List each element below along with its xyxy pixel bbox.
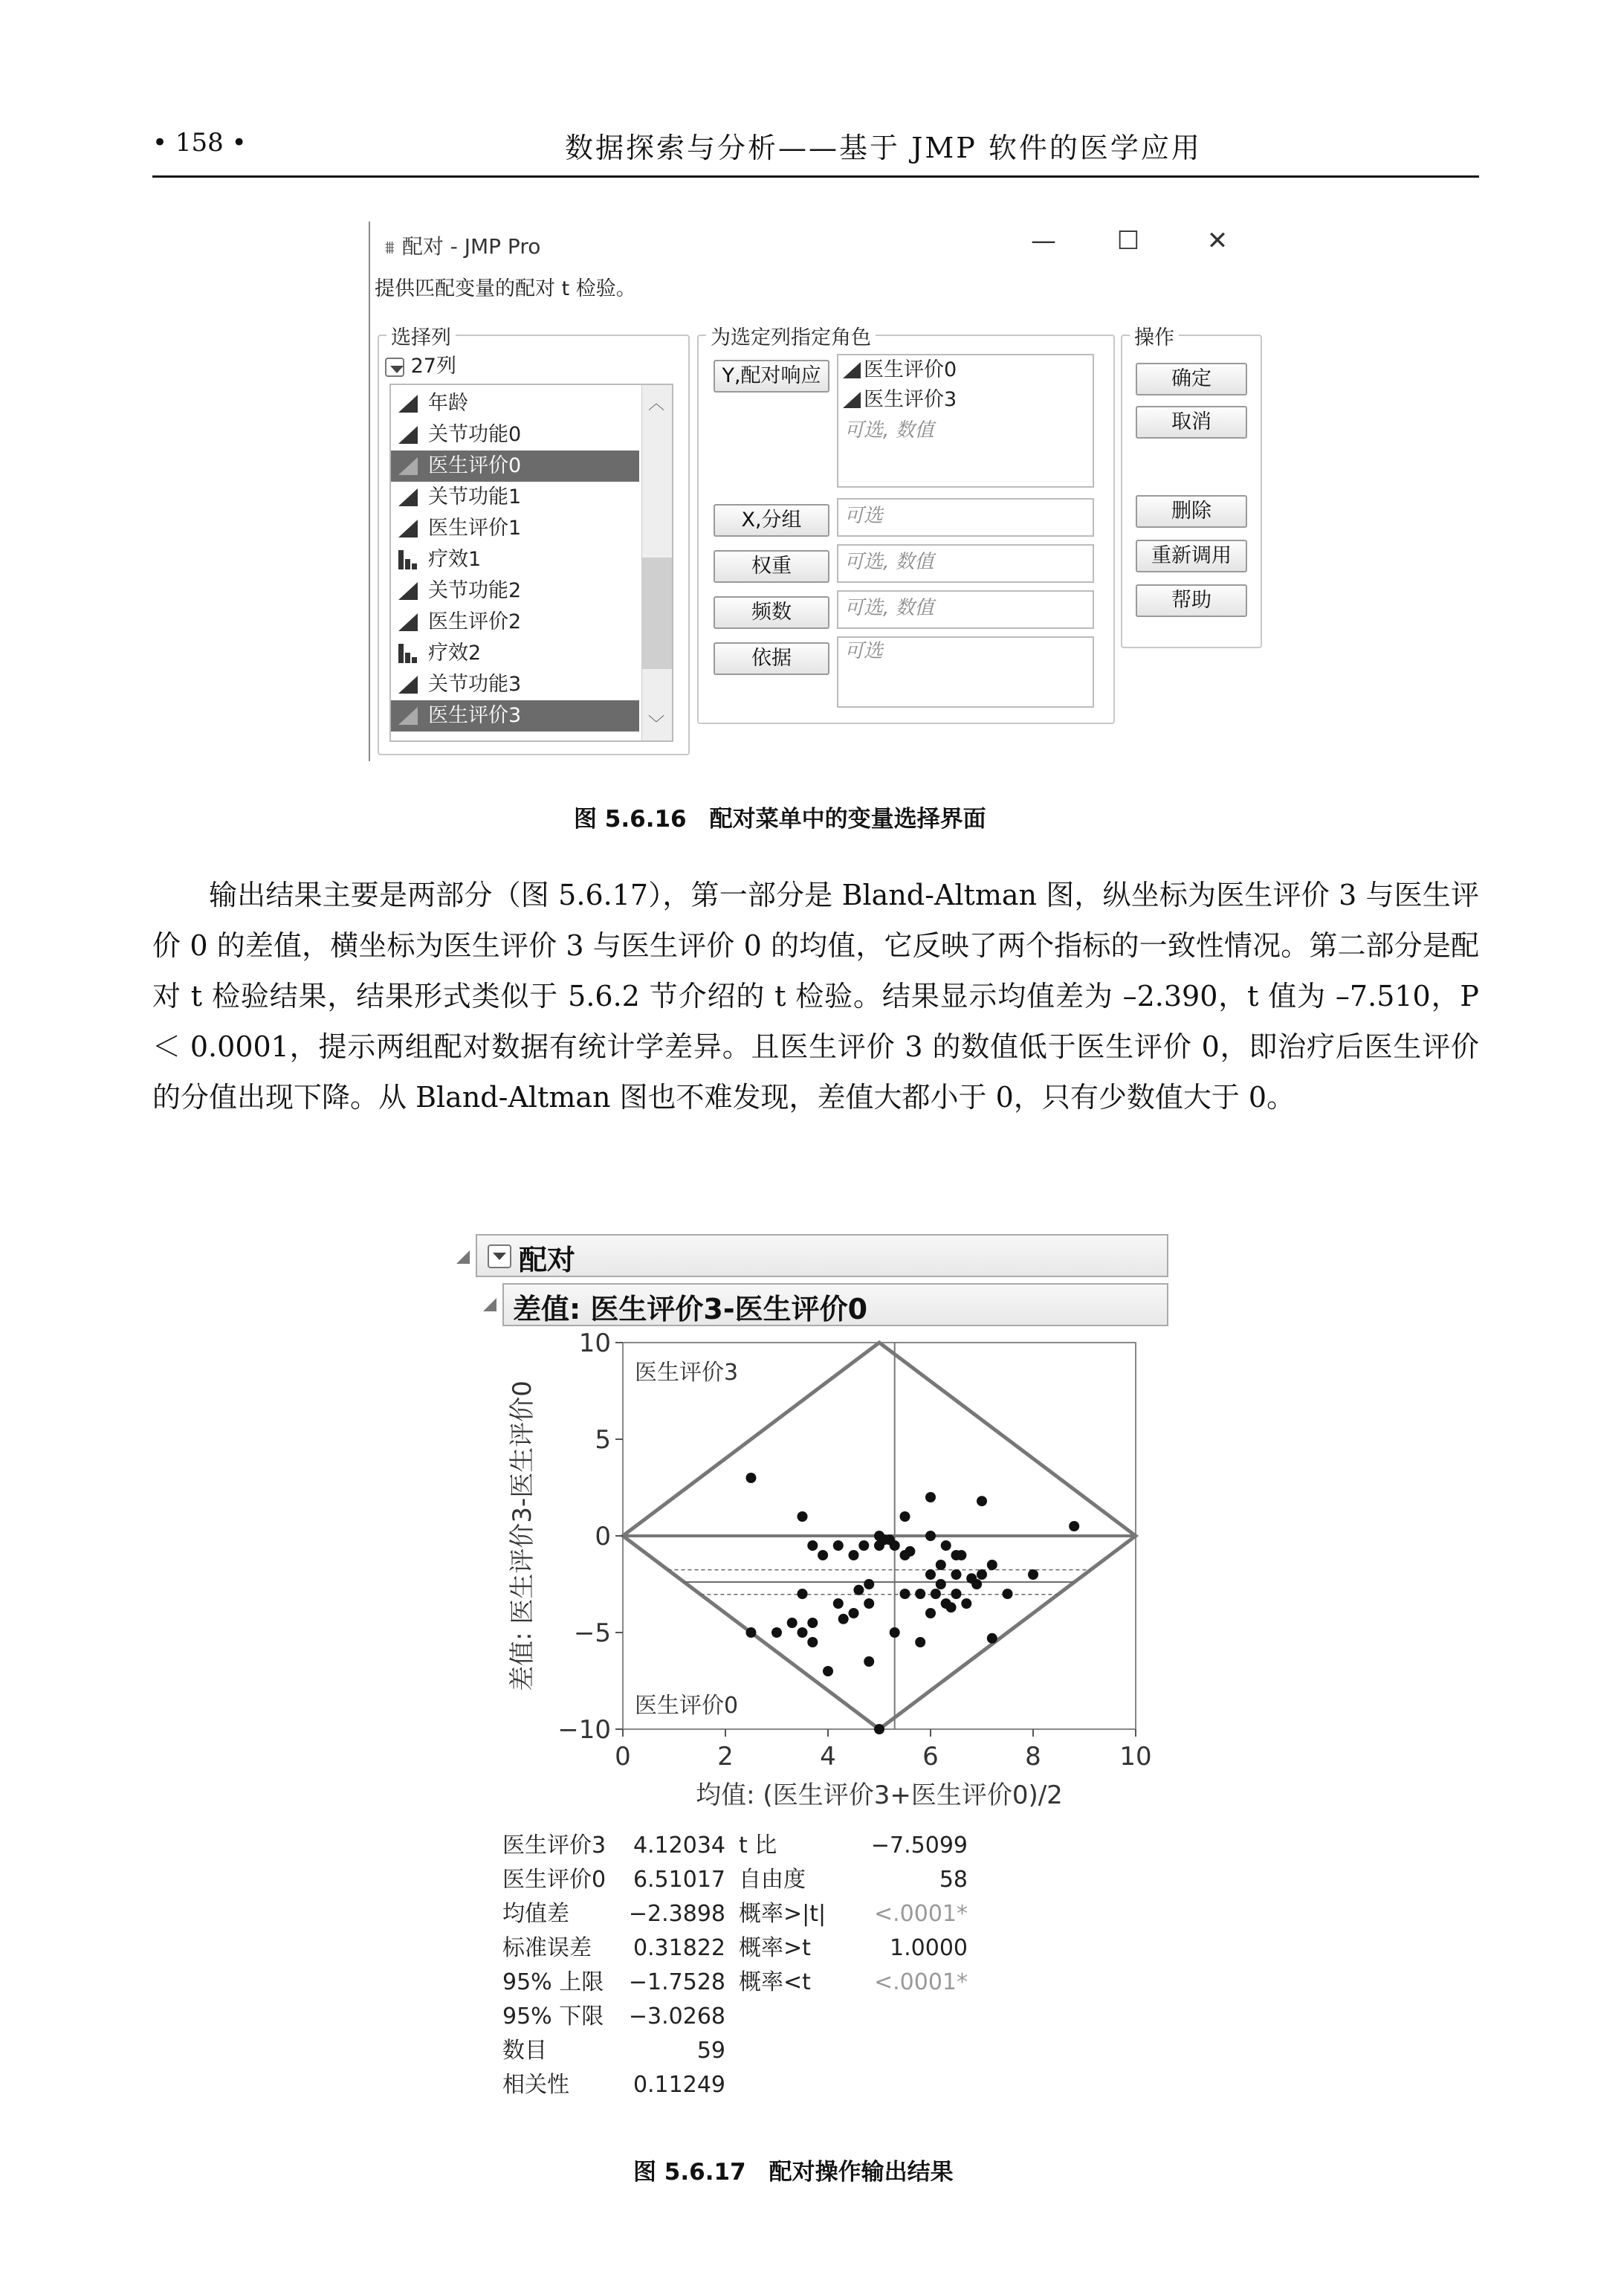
stat-label: 概率>|t| (739, 1901, 826, 1927)
data-point (936, 1560, 946, 1570)
data-point (833, 1598, 844, 1609)
column-list-item[interactable] (391, 388, 639, 419)
x-role-box[interactable] (837, 498, 1094, 537)
body-paragraph (152, 870, 1479, 1123)
red-triangle-menu-icon[interactable] (488, 1244, 511, 1268)
stat-row (502, 1863, 725, 1897)
minimize-button[interactable]: — (1031, 226, 1056, 256)
stat-row (739, 1931, 968, 1966)
stat-value: −7.5099 (870, 1832, 968, 1859)
stat-row (739, 1829, 968, 1863)
continuous-icon (398, 707, 418, 725)
actions-label: 操作 (1130, 321, 1179, 350)
column-label: 医生评价1 (428, 517, 522, 540)
column-list-item[interactable] (391, 544, 639, 575)
y-tick-label: −5 (573, 1618, 611, 1648)
column-list-item[interactable] (391, 669, 639, 700)
stat-label: 数目 (502, 2038, 547, 2064)
chevron-down-icon[interactable] (385, 358, 404, 377)
data-point (798, 1589, 808, 1599)
stat-label: 自由度 (739, 1867, 806, 1893)
column-label: 关节功能1 (428, 485, 522, 508)
data-point (807, 1618, 818, 1628)
ok-button[interactable]: 确定 (1136, 363, 1247, 395)
continuous-icon (843, 392, 861, 408)
role-item[interactable] (838, 355, 1093, 385)
column-label: 医生评价2 (428, 610, 522, 633)
stat-row (502, 1966, 725, 2000)
stat-row (502, 1897, 725, 1931)
stat-value: 59 (696, 2038, 725, 2064)
data-point (818, 1550, 828, 1560)
data-point (946, 1602, 957, 1612)
cast-roles-group (697, 326, 1115, 724)
disclosure-icon[interactable] (456, 1250, 470, 1264)
data-point (798, 1511, 808, 1522)
data-point (874, 1724, 884, 1734)
help-button[interactable]: 帮助 (1136, 584, 1247, 617)
stat-value: 58 (939, 1867, 968, 1893)
remove-button[interactable]: 删除 (1136, 495, 1247, 528)
data-point (823, 1666, 833, 1676)
column-list-item[interactable] (391, 607, 639, 638)
data-point (900, 1589, 910, 1599)
stat-label: 医生评价3 (502, 1832, 606, 1859)
corner-label-top: 医生评价3 (635, 1360, 739, 1386)
data-point (746, 1473, 757, 1483)
stat-value: 4.12034 (633, 1832, 725, 1859)
column-label: 年龄 (428, 392, 468, 415)
stat-label: 概率<t (739, 1969, 811, 1995)
data-point (864, 1579, 874, 1589)
role-item[interactable] (838, 385, 1093, 415)
x-tick-label: 4 (820, 1742, 836, 1772)
data-point (951, 1569, 962, 1580)
stat-label: 均值差 (502, 1901, 569, 1927)
column-label: 关节功能2 (428, 579, 522, 602)
data-point (890, 1627, 900, 1638)
data-point (925, 1531, 936, 1541)
continuous-icon (398, 395, 418, 413)
maximize-button[interactable]: ☐ (1116, 226, 1140, 256)
y-tick-label: 10 (578, 1328, 611, 1358)
disclosure-icon[interactable] (483, 1298, 496, 1311)
role-hint: 可选 (844, 640, 884, 662)
stat-label: 95% 下限 (502, 2003, 604, 2029)
continuous-icon (843, 362, 861, 378)
column-list-item[interactable] (391, 638, 639, 669)
data-point (956, 1550, 966, 1560)
by-role-box[interactable] (837, 636, 1094, 708)
paired-icon: ⩩ (385, 237, 395, 258)
x-tick-label: 0 (615, 1742, 631, 1772)
data-point (807, 1637, 818, 1647)
data-point (1028, 1569, 1038, 1580)
stat-label: 95% 上限 (502, 1969, 604, 1995)
paired-dialog (369, 222, 1266, 761)
data-point (931, 1589, 941, 1599)
stat-row (739, 1897, 968, 1931)
column-count[interactable] (385, 349, 456, 378)
role-hint: 可选, 数值 (844, 419, 934, 442)
cast-roles-label: 为选定列指定角色 (706, 321, 876, 350)
column-count-label: 27列 (410, 355, 456, 378)
weight-role-box[interactable] (837, 544, 1094, 583)
scrollbar[interactable] (641, 385, 672, 740)
y-role-box[interactable] (837, 354, 1094, 488)
data-point (915, 1589, 925, 1599)
data-point (977, 1569, 987, 1580)
x-group-button[interactable]: X,分组 (714, 504, 829, 537)
stat-label: 医生评价0 (502, 1867, 606, 1893)
chart-header[interactable] (502, 1283, 1168, 1326)
select-columns-label: 选择列 (386, 321, 456, 350)
cancel-button[interactable]: 取消 (1136, 406, 1247, 439)
data-point (746, 1627, 757, 1638)
role-hint: 可选, 数值 (844, 597, 934, 619)
data-point (900, 1511, 910, 1522)
x-tick-label: 6 (922, 1742, 939, 1772)
stat-value: <.0001* (873, 1901, 968, 1927)
continuous-icon (398, 520, 418, 537)
column-label: 关节功能0 (428, 423, 522, 446)
data-point (771, 1627, 782, 1638)
scroll-thumb[interactable] (642, 558, 672, 669)
y-tick-label: 0 (595, 1522, 611, 1551)
paired-report (456, 1234, 1170, 2126)
dialog-description: 提供匹配变量的配对 t 检验。 (375, 277, 636, 300)
stats-table (502, 1829, 1023, 2126)
y-axis-label: 差值: 医生评价3-医生评价0 (508, 1381, 537, 1691)
column-list[interactable] (389, 384, 673, 742)
bland-altman-chart (456, 1328, 1170, 1810)
continuous-icon (398, 488, 418, 506)
stat-label: 概率>t (739, 1935, 811, 1961)
outline-title: 配对 (519, 1244, 576, 1276)
outline-header[interactable] (476, 1234, 1168, 1277)
stat-row (502, 2000, 725, 2034)
stat-value: 0.31822 (633, 1935, 725, 1961)
role-hint: 可选, 数值 (844, 551, 934, 573)
column-list-item[interactable] (391, 575, 639, 607)
data-point (905, 1546, 915, 1557)
stat-label: 相关性 (502, 2072, 569, 2098)
figure-caption-2: 图 5.6.17 配对操作输出结果 (633, 2159, 954, 2186)
continuous-icon (398, 613, 418, 631)
column-list-item[interactable] (391, 419, 639, 451)
paragraph-text: 输出结果主要是两部分（图 5.6.17），第一部分是 Bland-Altman 图，纵坐标为医生评价 3 与医生评价 0 的差值，横坐标为医生评价 3 与医生评价 0 的均值，它反映了两个指标的一致性情况。第二部分是配对 t 检验结果，结果形式类似于 5.6.2 节介绍的 t 检验。结果显示均值差为 –2.390，t 值为 –7.510，P ＜ 0.0001，提示两组配对数据有统计学差异。且医生评价 3 的数值低于医生评价 0，即治疗后医生评价的分值出现下降。从 Bland-Altman 图也不难发现，差值大都小于 0，只有少数值大于 0。 (152, 879, 1479, 1114)
x-tick-label: 8 (1025, 1742, 1041, 1772)
stat-label: t 比 (739, 1832, 777, 1859)
data-point (787, 1618, 798, 1628)
column-label: 医生评价0 (428, 454, 522, 477)
data-point (838, 1614, 849, 1624)
running-title: 数据探索与分析——基于 JMP 软件的医学应用 (565, 132, 1202, 164)
actions-group (1121, 326, 1262, 648)
column-list-item[interactable] (391, 513, 639, 544)
figure-caption-1: 图 5.6.16 配对菜单中的变量选择界面 (574, 806, 986, 833)
continuous-icon (398, 457, 418, 475)
data-point (833, 1540, 844, 1551)
data-point (951, 1589, 962, 1599)
x-tick-label: 2 (717, 1742, 734, 1772)
data-point (987, 1560, 997, 1570)
stat-row (502, 1931, 725, 1966)
data-point (807, 1540, 818, 1551)
stat-row (502, 1829, 725, 1863)
column-list-item[interactable] (391, 451, 639, 482)
column-label: 关节功能3 (428, 673, 522, 696)
scroll-down-icon[interactable]: ﹀ (648, 715, 665, 734)
chart-title: 差值: 医生评价3-医生评价0 (513, 1293, 868, 1325)
column-label: 疗效2 (428, 642, 482, 665)
data-point (798, 1627, 808, 1638)
data-point (925, 1608, 936, 1618)
page-number: • 158 • (152, 128, 247, 158)
weight-button[interactable]: 权重 (714, 550, 829, 583)
nominal-icon (398, 550, 419, 569)
stat-value: <.0001* (873, 1969, 968, 1995)
data-point (925, 1569, 936, 1580)
x-axis-label: 均值: (医生评价3+医生评价0)/2 (696, 1780, 1063, 1810)
data-point (915, 1637, 925, 1647)
freq-role-box[interactable] (837, 590, 1094, 629)
data-point (987, 1633, 997, 1644)
stat-row (739, 1863, 968, 1897)
corner-label-bottom: 医生评价0 (635, 1693, 739, 1719)
role-item-label: 医生评价3 (864, 388, 957, 411)
role-item-label: 医生评价0 (864, 358, 957, 381)
recall-button[interactable]: 重新调用 (1136, 540, 1247, 572)
data-point (971, 1579, 982, 1589)
stat-value: 6.51017 (633, 1867, 725, 1893)
column-label: 疗效1 (428, 548, 482, 571)
data-point (936, 1579, 946, 1589)
data-point (879, 1534, 890, 1545)
data-point (961, 1598, 971, 1609)
stat-label: 标准误差 (502, 1935, 592, 1961)
y-tick-label: −10 (557, 1715, 611, 1745)
data-point (858, 1540, 869, 1551)
data-point (925, 1492, 936, 1502)
header-rule (152, 175, 1479, 178)
stat-value: −2.3898 (628, 1901, 725, 1927)
y-role-button[interactable]: Y,配对响应 (714, 360, 829, 393)
stat-value: 1.0000 (890, 1935, 968, 1961)
stat-row (502, 2068, 725, 2102)
continuous-icon (398, 676, 418, 694)
y-tick-label: 5 (595, 1425, 611, 1455)
stat-value: 0.11249 (633, 2072, 725, 2098)
continuous-icon (398, 426, 418, 444)
freq-button[interactable]: 频数 (714, 596, 829, 629)
nominal-icon (398, 644, 419, 663)
data-point (864, 1598, 874, 1609)
data-point (853, 1585, 864, 1595)
dialog-title (385, 230, 540, 260)
continuous-icon (398, 582, 418, 600)
stat-value: −1.7528 (628, 1969, 725, 1995)
role-hint: 可选 (844, 505, 884, 527)
data-point (1069, 1521, 1079, 1531)
column-label: 医生评价3 (428, 704, 522, 727)
data-point (1003, 1589, 1013, 1599)
data-point (849, 1550, 859, 1560)
close-button[interactable]: ✕ (1206, 226, 1229, 256)
by-button[interactable]: 依据 (714, 642, 829, 675)
stat-value: −3.0268 (628, 2003, 725, 2029)
x-tick-label: 10 (1119, 1742, 1152, 1772)
data-point (849, 1608, 859, 1618)
select-columns-group (378, 326, 690, 755)
column-list-item[interactable] (391, 700, 639, 732)
column-list-item[interactable] (391, 482, 639, 513)
stat-row (739, 1966, 968, 2000)
scroll-up-icon[interactable]: ︿ (648, 395, 665, 413)
data-point (941, 1540, 951, 1551)
data-point (977, 1496, 987, 1506)
stat-row (502, 2034, 725, 2068)
dialog-title-text: 配对 - JMP Pro (401, 234, 541, 259)
data-point (864, 1656, 874, 1667)
